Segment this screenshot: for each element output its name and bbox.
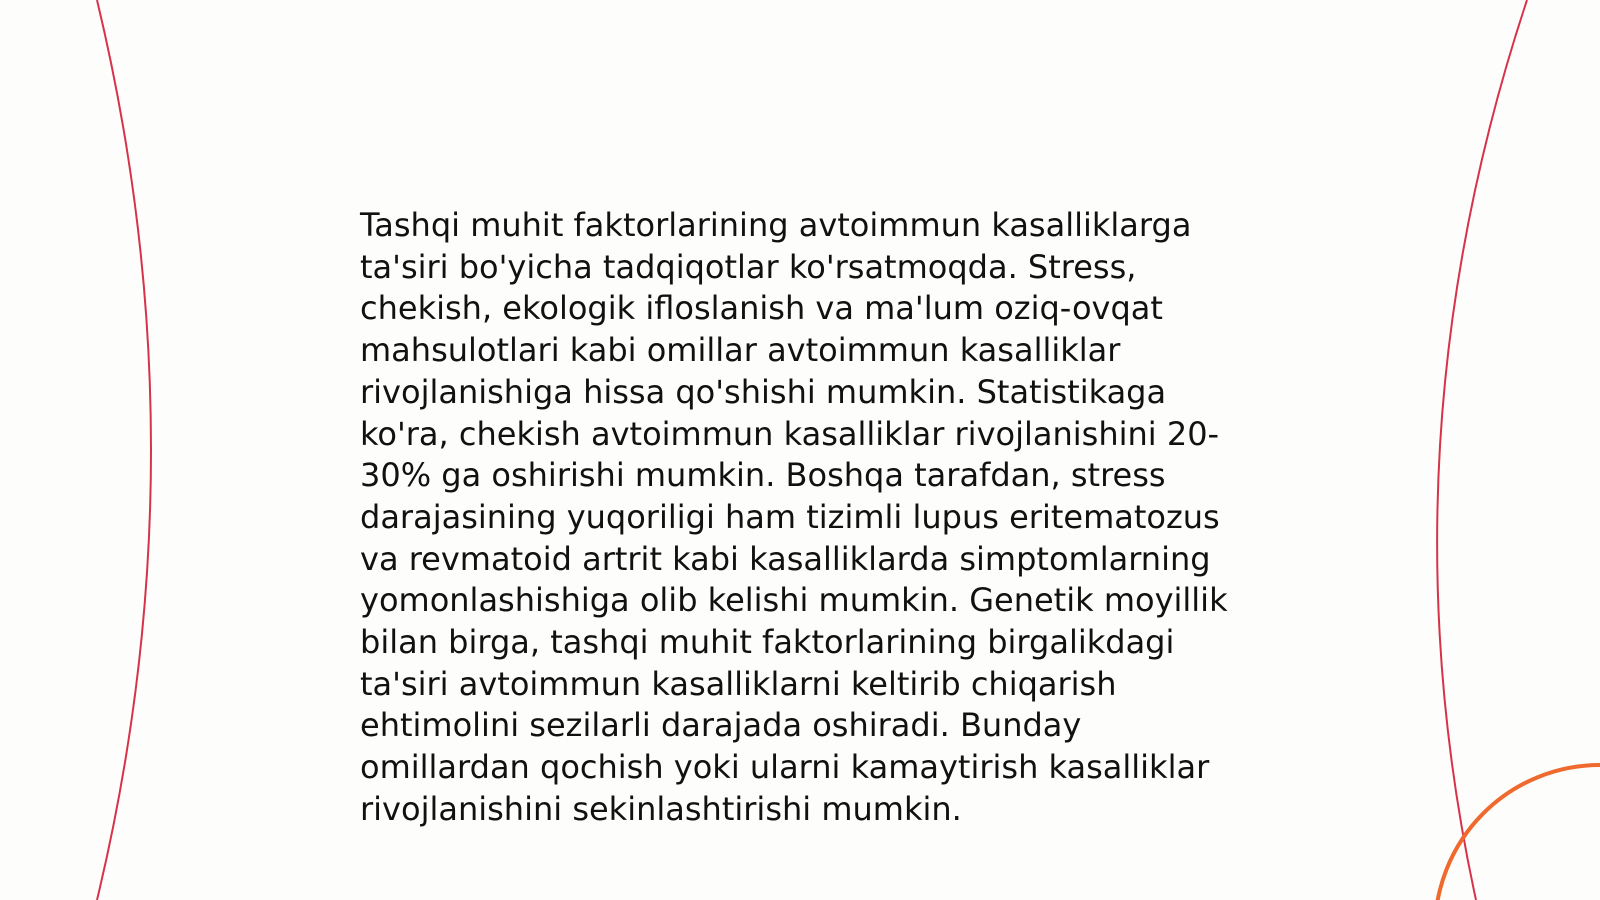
body-paragraph: Tashqi muhit faktorlarining avtoimmun kasalliklarga ta'siri bo'yicha tadqiqotlar ko'rsatmoqda. Stress, chekish, ekologik ifloslanish va ma'lum oziq-ovqat mahsulotlari kabi omillar avtoimmun kasalliklar rivojlanishiga hissa qo'shishi mumkin. Statistikaga ko'ra, chekish avtoimmun kasalliklar rivojlanishini 20-30% ga oshirishi mumkin. Boshqa tarafdan, stress darajasining yuqoriligi ham tizimli lupus eritematozus va revmatoid artrit kabi kasalliklarda simptomlarning yomonlashishiga olib kelishi mumkin. Genetik moyillik bilan birga, tashqi muhit faktorlarining birgalikdagi ta'siri avtoimmun kasalliklarni keltirib chiqarish ehtimolini sezilarli darajada oshiradi. Bunday omillardan qochish yoki ularni kamaytirish kasalliklar rivojlanishini sekinlashtirishi mumkin.	[360, 206, 1228, 828]
orange-circle-outline	[1435, 765, 1600, 900]
right-arc-line	[1437, 0, 1527, 900]
left-arc-line	[97, 0, 151, 900]
